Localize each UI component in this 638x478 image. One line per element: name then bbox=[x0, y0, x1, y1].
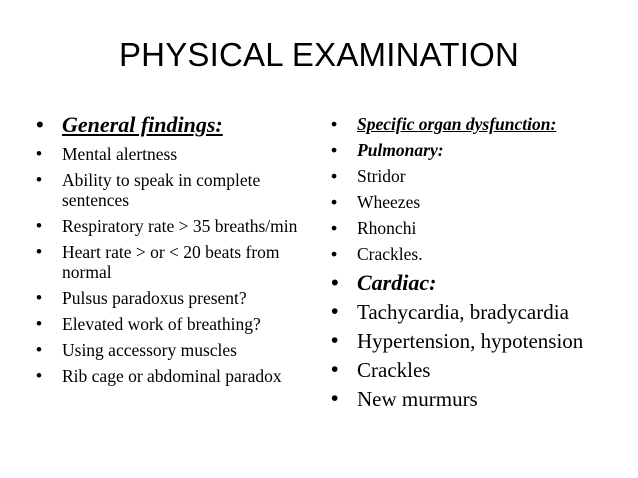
bullet: • bbox=[331, 114, 338, 134]
list-item bbox=[36, 216, 316, 236]
list-item-text: Ability to speak in complete sentences bbox=[62, 170, 261, 210]
list-item-text: Mental alertness bbox=[62, 144, 178, 164]
list-item bbox=[331, 166, 631, 186]
bullet: • bbox=[36, 288, 42, 307]
bullet: • bbox=[36, 242, 42, 261]
pulmonary-heading-item bbox=[331, 140, 631, 160]
list-item-text: Heart rate > or < 20 beats from normal bbox=[62, 242, 280, 282]
organ-dysfunction-heading-item bbox=[331, 114, 631, 134]
list-item-text: Crackles. bbox=[357, 244, 423, 264]
list-item bbox=[331, 192, 631, 212]
list-item-text: Pulsus paradoxus present? bbox=[62, 288, 247, 308]
bullet: • bbox=[36, 144, 42, 163]
bullet: • bbox=[331, 329, 339, 352]
slide-title: PHYSICAL EXAMINATION bbox=[118, 36, 520, 73]
list-item-text: Rib cage or abdominal paradox bbox=[62, 366, 282, 386]
list-item-text: Elevated work of breathing? bbox=[62, 314, 261, 334]
bullet: • bbox=[331, 192, 338, 212]
pulmonary-heading: Pulmonary: bbox=[357, 140, 444, 160]
bullet: • bbox=[36, 340, 42, 359]
general-findings-heading: General findings: bbox=[62, 112, 223, 137]
list-item bbox=[36, 314, 316, 334]
cardiac-heading: Cardiac: bbox=[357, 270, 437, 295]
bullet: • bbox=[331, 166, 338, 186]
bullet: • bbox=[331, 387, 339, 410]
list-item bbox=[331, 357, 631, 383]
list-item-text: Wheezes bbox=[357, 192, 421, 212]
bullet: • bbox=[331, 244, 338, 264]
list-item bbox=[36, 144, 316, 164]
list-item bbox=[36, 242, 316, 282]
list-item-text: Stridor bbox=[357, 166, 406, 186]
general-findings-heading-item bbox=[36, 112, 316, 138]
bullet: • bbox=[331, 140, 338, 160]
list-item-text: Rhonchi bbox=[357, 218, 417, 238]
list-item bbox=[36, 170, 316, 210]
list-item-text: Tachycardia, bradycardia bbox=[357, 300, 569, 324]
cardiac-heading-item bbox=[331, 270, 631, 296]
list-item-text: Respiratory rate > 35 breaths/min bbox=[62, 216, 298, 236]
list-item-text: Hypertension, hypotension bbox=[357, 329, 584, 353]
organ-dysfunction-heading: Specific organ dysfunction: bbox=[357, 114, 557, 134]
list-item bbox=[331, 328, 631, 354]
bullet: • bbox=[331, 270, 339, 295]
list-item bbox=[331, 299, 631, 325]
bullet: • bbox=[36, 366, 42, 385]
list-item bbox=[331, 244, 631, 264]
list-item-text: Using accessory muscles bbox=[62, 340, 237, 360]
bullet: • bbox=[36, 170, 42, 189]
bullet: • bbox=[36, 112, 44, 137]
list-item bbox=[36, 340, 316, 360]
general-findings-list bbox=[36, 112, 316, 392]
bullet: • bbox=[331, 218, 338, 238]
bullet: • bbox=[36, 314, 42, 333]
list-item-text: New murmurs bbox=[357, 387, 478, 411]
list-item-text: Crackles bbox=[357, 358, 431, 382]
bullet: • bbox=[331, 300, 339, 323]
bullet: • bbox=[36, 216, 42, 235]
organ-dysfunction-list bbox=[331, 114, 631, 415]
list-item bbox=[36, 366, 316, 386]
bullet: • bbox=[331, 358, 339, 381]
list-item bbox=[331, 218, 631, 238]
list-item bbox=[36, 288, 316, 308]
list-item bbox=[331, 386, 631, 412]
